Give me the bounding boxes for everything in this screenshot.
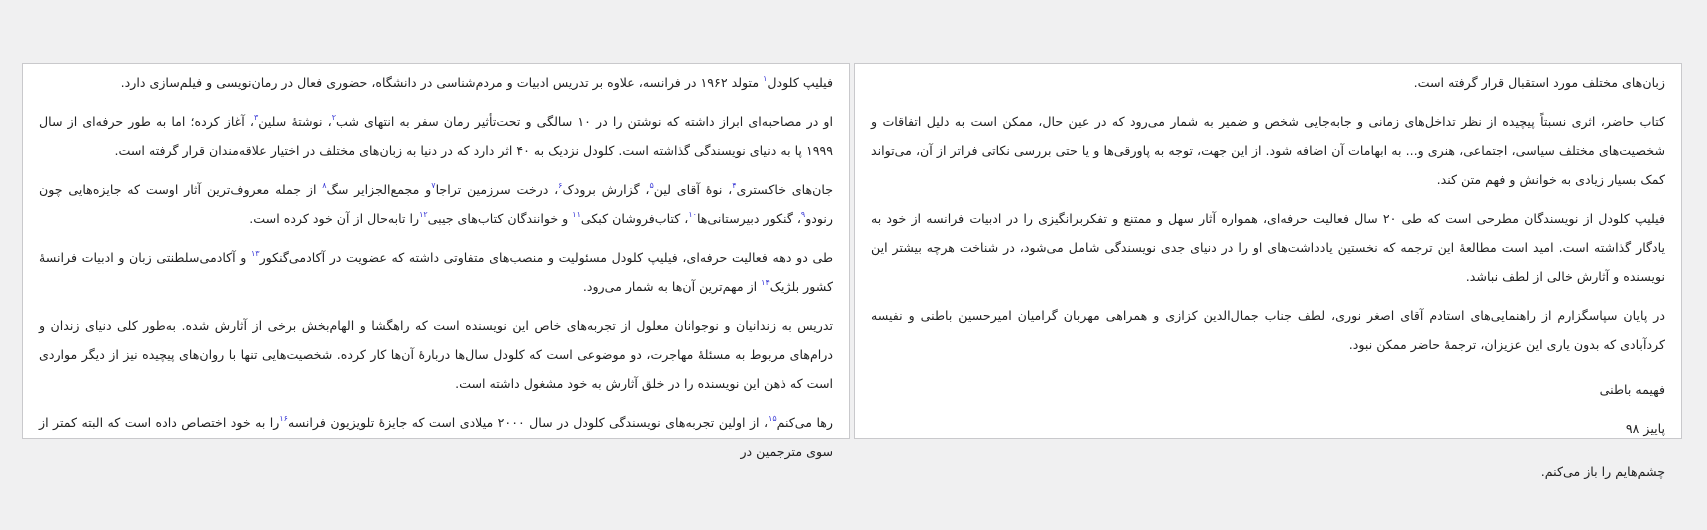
footnote-marker[interactable]: ۹ xyxy=(800,209,806,219)
text: و آکادمی‌سلطنتی زبان و ادبیات فرانسهٔ کشور بلژیک xyxy=(39,250,833,294)
signature-block xyxy=(871,375,1665,443)
footnote-marker[interactable]: ۵ xyxy=(649,180,654,190)
footnote-marker[interactable]: ۲ xyxy=(331,112,337,122)
footnote-marker[interactable]: ۱۳ xyxy=(250,248,260,258)
text: ، نوهٔ آقای لین xyxy=(653,182,733,197)
text: را به خود اختصاص داده است که البته کمتر از سوی مترجمین در xyxy=(39,415,833,459)
paragraph: کتاب حاضر، اثری نسبتاً پیچیده از نظر تداخل‌های زمانی و جابه‌جایی شخص و ضمیر به شمار می‌رود که در عین حال، ممکن است به دلیل اتفاقات و شخصیت‌های مختلف سیاسی، اجتماعی، هنری و... به ابهامات آن اضافه شود. از این جهت، توجه به پاورقی‌ها و یا حتی بررسی نکاتی فراتر از آن، می‌تواند کمک بسیار زیادی به خوانش و فهم متن کند. xyxy=(871,114,1665,187)
paragraph xyxy=(39,243,833,301)
text: جان‌های خاکستری xyxy=(736,182,833,197)
footnote-marker[interactable]: ۷ xyxy=(431,180,436,190)
text: ، گزارش برودک xyxy=(562,182,650,197)
text: رها می‌کنم xyxy=(776,415,834,430)
left-page xyxy=(22,63,850,459)
text: او در مصاحبه‌ای ابراز داشته که نوشتن را در ۱۰ سالگی و تحت‌تأثیر رمان سفر به انتهای شب xyxy=(336,114,834,129)
footnote-marker[interactable]: ۳ xyxy=(253,112,259,122)
text: ، گنکور دبیرستانی‌ها xyxy=(696,211,801,226)
footnote-marker[interactable]: ۱۱ xyxy=(572,209,581,219)
paragraph xyxy=(39,68,833,97)
footnote-marker[interactable]: ۱۲ xyxy=(419,209,428,219)
paragraph xyxy=(39,107,833,165)
footnote-marker[interactable]: ۱۰ xyxy=(688,209,697,219)
book-spread xyxy=(22,63,1682,479)
footnote-marker[interactable]: ۱۴ xyxy=(761,277,770,287)
footnote-marker[interactable]: ۱ xyxy=(763,73,768,83)
footnote-marker[interactable]: ۶ xyxy=(558,180,563,190)
right-page xyxy=(854,63,1682,479)
paragraph: زبان‌های مختلف مورد استقبال قرار گرفته است. xyxy=(1413,75,1665,90)
text: ، درخت سرزمین تراجا xyxy=(435,182,559,197)
footnote-marker[interactable]: ۸ xyxy=(322,180,327,190)
text: ، کتاب‌فروشان کبکی xyxy=(580,211,689,226)
paragraph: در پایان سپاسگزارم از راهنمایی‌های استادم آقای اصغر نوری، لطف جناب جمال‌الدین کزازی و همراهی مهربان گرامیان امیرحسین باطنی و نفیسه کردآبادی که بدون یاری این عزیزان، ترجمهٔ حاضر ممکن نبود. xyxy=(871,308,1665,352)
text: متولد ۱۹۶۲ در فرانسه، علاوه بر تدریس ادبیات و مردم‌شناسی در دانشگاه، حضوری فعال در رمان‌نویسی و فیلم‌سازی دارد. xyxy=(120,75,764,90)
paragraph: فیلیپ کلودل از نویسندگان مطرحی است که طی ۲۰ سال فعالیت حرفه‌ای، همواره آثار سهل و ممتنع و تفکربرانگیزی را در ادبیات فرانسه از خود به یادگار گذاشته است. امید است مطالعهٔ این ترجمه که نخستین یادداشت‌های او را در دنیای جدی نویسندگی شامل می‌شود، در شناخت هرچه بیشتر این نویسنده و آثارش خالی از لطف نباشد. xyxy=(871,211,1665,284)
footnote-marker[interactable]: ۱۵ xyxy=(768,413,777,423)
text: فیلیپ کلودل xyxy=(767,75,833,90)
text: را تابه‌حال از آن خود کرده است. xyxy=(249,211,420,226)
text: تدریس به زندانیان و نوجوانان معلول از تجربه‌های خاص این نویسنده است که راهگشا و الهام‌بخش برخی از آثارش شده. به‌طور کلی دنیای زندان و درام‌های مربوط به مسئلهٔ مهاجرت، دو موضوعی است که کلودل سال‌ها دربارهٔ آن‌ها کار کرده. شخصیت‌هایی تنها با روان‌های پیچیده نیز از دیگر مواردی است که ذهن این نویسنده را در خلق آثارش به خود مشغول داشته است. xyxy=(39,318,833,391)
paragraph xyxy=(39,408,833,466)
chapter-opening-line: چشم‌هایم را باز می‌کنم. xyxy=(1540,464,1665,479)
footnote-marker[interactable]: ۱۶ xyxy=(279,413,288,423)
text: ، از اولین تجربه‌های نویسندگی کلودل در سال ۲۰۰۰ میلادی است که جایزهٔ تلویزیون فرانسه xyxy=(287,415,769,430)
text: و خوانندگان کتاب‌های جیبی xyxy=(427,211,573,226)
text: از مهم‌ترین آن‌ها به شمار می‌رود. xyxy=(582,279,762,294)
paragraph xyxy=(39,175,833,233)
translator-name: فهیمه باطنی xyxy=(1599,382,1665,397)
signature-date: پاییز ۹۸ xyxy=(1625,421,1665,436)
text: ، آغاز کرده؛ اما به طور حرفه‌ای از سال ۱۹۹۹ پا به دنیای نویسندگی گذاشته است. کلودل نزدیک به ۴۰ اثر دارد که در دنیا به زبان‌های مختلف در اختیار علاقه‌مندان قرار گرفته است. xyxy=(39,114,833,158)
text: و مجمع‌الجزایر سگ xyxy=(326,182,432,197)
text: از جمله معروف‌ترین آثار اوست که جایزه‌هایی چون رنودو xyxy=(39,182,833,226)
footnote-marker[interactable]: ۴ xyxy=(732,180,737,190)
text: طی دو دهه فعالیت حرفه‌ای، فیلیپ کلودل مسئولیت و منصب‌های متفاوتی داشته که عضویت در آکادمی‌گنکور xyxy=(259,250,833,265)
text: ، نوشتهٔ سلین xyxy=(258,114,332,129)
paragraph xyxy=(39,311,833,398)
